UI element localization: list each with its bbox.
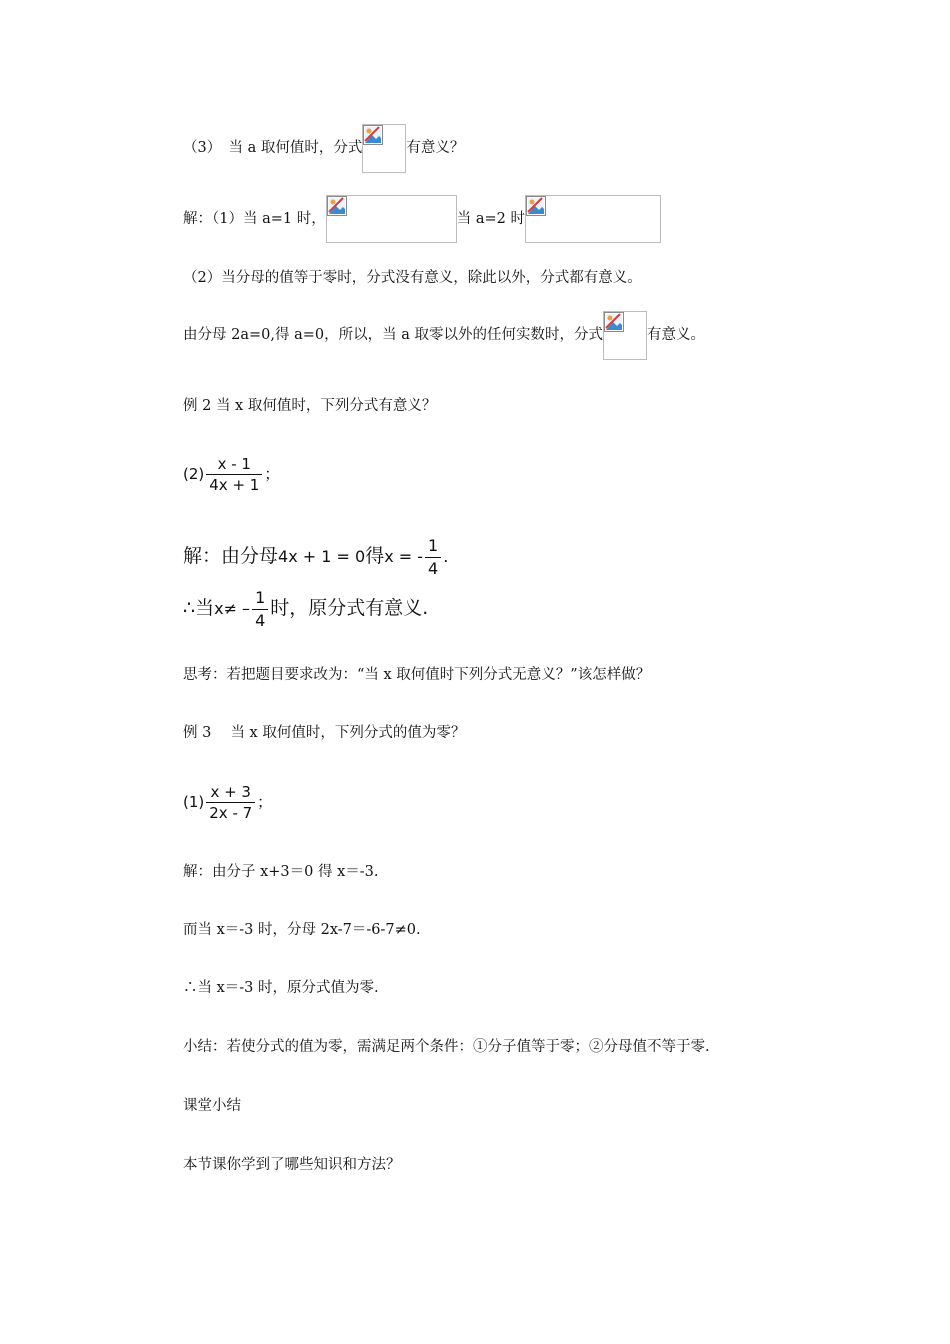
solution-prefix: 解：由分母 — [183, 545, 279, 567]
conclusion-fraction — [252, 587, 268, 632]
conclusion-numerator: 1 — [255, 588, 266, 607]
example-3-solution-1: 解：由分子 x+3＝0 得 x＝-3. — [183, 864, 379, 880]
class-summary-heading: 课堂小结 — [183, 1098, 241, 1114]
solution-1-line — [183, 209, 661, 243]
solution-equation: 4x + 1 = 0 — [278, 547, 366, 566]
closing-question: 本节课你学到了哪些知识和方法？ — [183, 1157, 401, 1173]
solution-mid: 得 — [365, 545, 385, 567]
question-3-prefix: （3） 当 a 取何值时，分式 — [183, 140, 363, 156]
solution-fraction — [425, 535, 441, 580]
example-3-item — [183, 782, 272, 823]
solution-end: . — [443, 547, 449, 566]
example-3-solution-2: 而当 x＝-3 时，分母 2x-7＝-6-7≠0. — [183, 922, 421, 938]
example-2-item — [183, 454, 279, 495]
solution-1-prefix: 解：（1）当 a=1 时， — [183, 211, 326, 227]
example-3-title: 例 3 当 x 取何值时，下列分式的值为零？ — [183, 725, 466, 741]
conclusion-x: x≠ – — [214, 599, 251, 618]
fraction-image-placeholder-2 — [603, 311, 647, 360]
broken-image-icon — [363, 125, 383, 145]
solution-numerator: 1 — [428, 536, 439, 555]
solution-3-suffix: 有意义。 — [646, 327, 705, 343]
think-line: 思考：若把题目要求改为：“当 x 取何值时下列分式无意义？”该怎样做？ — [183, 667, 651, 683]
item-end: ； — [257, 793, 273, 811]
conclusion-prefix: ∴当 — [183, 597, 215, 619]
question-3-line — [183, 138, 464, 173]
solution-2-line: （2）当分母的值等于零时，分式没有意义，除此以外，分式都有意义。 — [183, 270, 642, 286]
item-label: (2) — [183, 465, 205, 483]
denominator: 2x - 7 — [206, 802, 255, 823]
denominator: 4x + 1 — [206, 474, 262, 495]
solution-1-mid: 当 a=2 时 — [456, 211, 525, 227]
fraction — [206, 782, 255, 823]
example-2-conclusion — [183, 587, 428, 632]
broken-image-icon — [526, 196, 546, 216]
solution-denominator: 4 — [425, 557, 441, 580]
question-3-suffix: 有意义？ — [406, 140, 465, 156]
fraction-image-placeholder — [362, 124, 406, 173]
solution-3-line — [183, 325, 705, 360]
item-label: (1) — [183, 793, 205, 811]
conclusion-suffix: 时，原分式有意义. — [270, 597, 429, 619]
numerator: x - 1 — [217, 455, 251, 473]
item-end: ； — [264, 465, 280, 483]
numerator: x + 3 — [210, 783, 251, 801]
broken-image-icon — [604, 312, 624, 332]
summary-line: 小结：若使分式的值为零，需满足两个条件：①分子值等于零；②分母值不等于零. — [183, 1039, 710, 1055]
solution-image-a2 — [525, 195, 661, 243]
example-3-solution-3: ∴当 x＝-3 时，原分式值为零. — [183, 980, 379, 996]
example-2-title: 例 2 当 x 取何值时，下列分式有意义？ — [183, 398, 437, 414]
broken-image-icon — [327, 196, 347, 216]
solution-x: x = - — [384, 547, 424, 566]
solution-image-a1 — [326, 195, 457, 243]
example-2-solution — [183, 535, 448, 580]
fraction — [206, 454, 262, 495]
conclusion-denominator: 4 — [252, 609, 268, 632]
solution-3-prefix: 由分母 2a=0,得 a=0，所以，当 a 取零以外的任何实数时，分式 — [183, 327, 603, 343]
